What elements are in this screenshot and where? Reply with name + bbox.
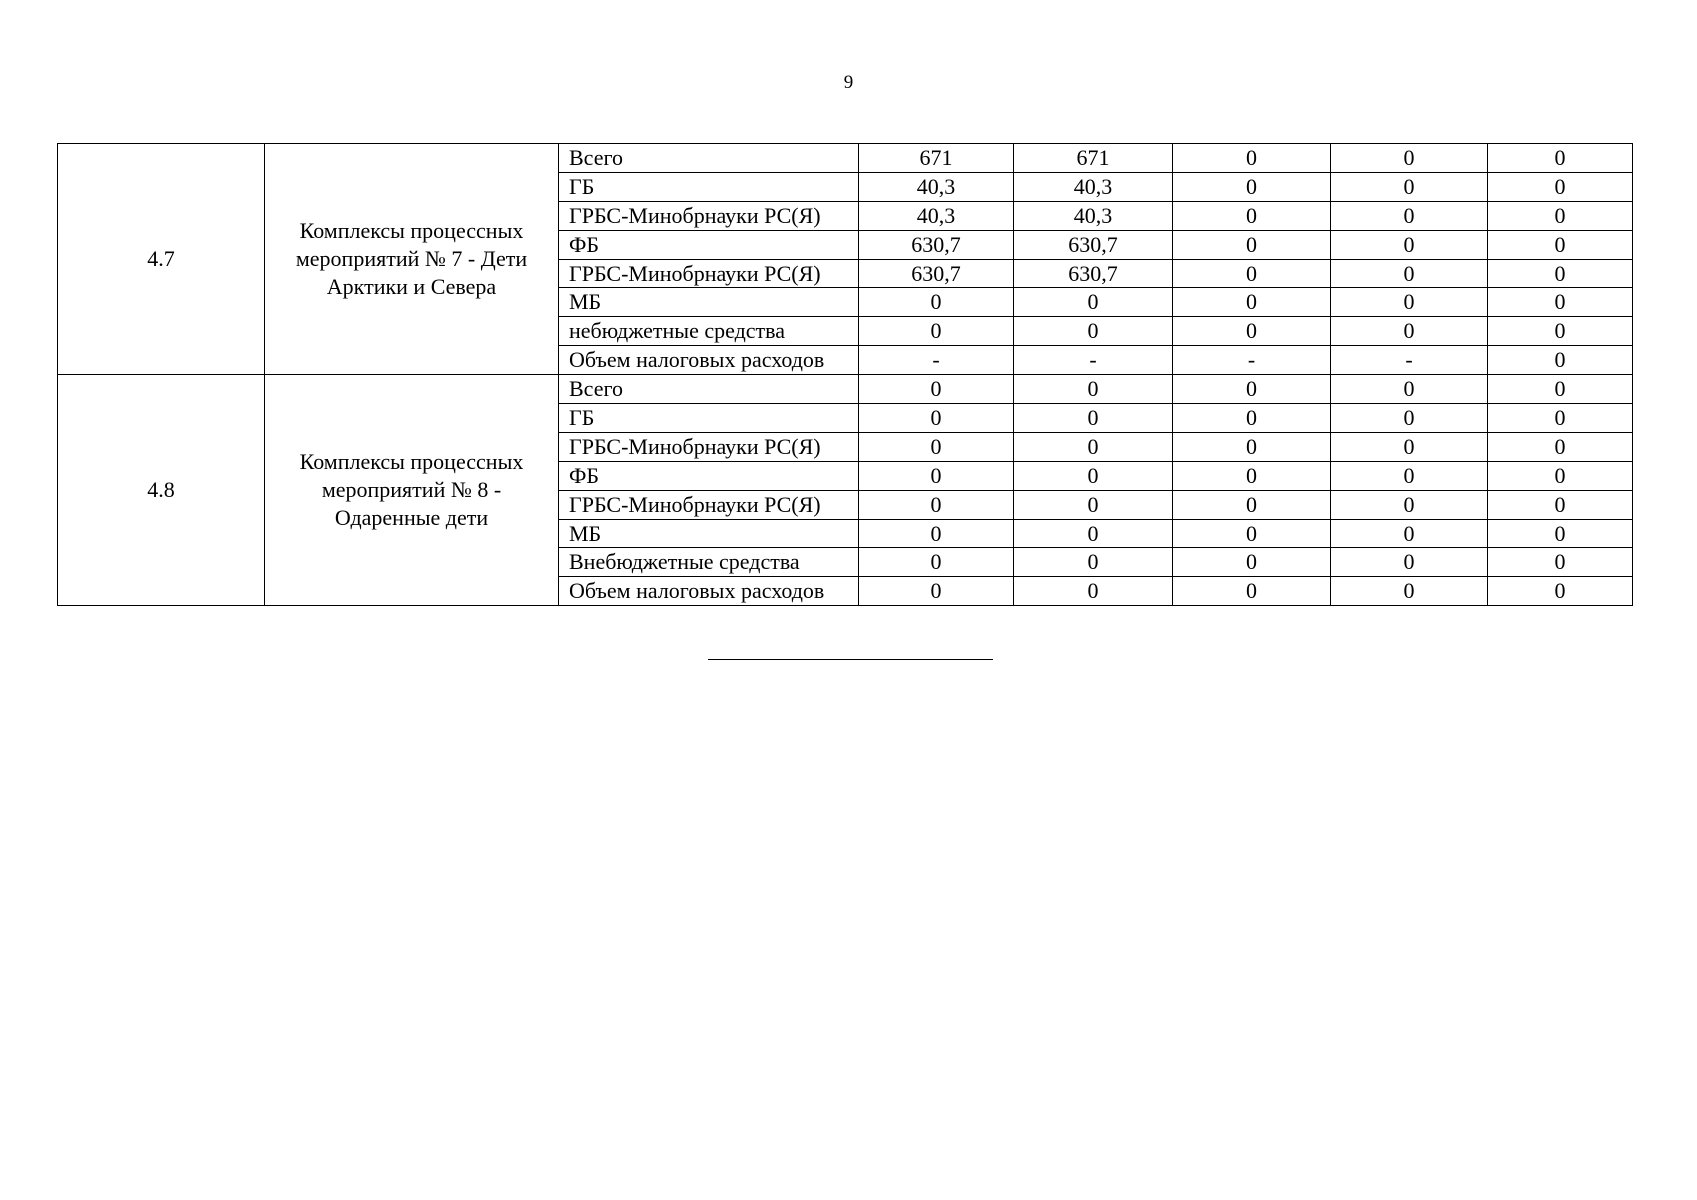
- value-cell: 0: [1014, 317, 1173, 346]
- item-code: 4.8: [58, 375, 265, 606]
- funding-source: ГРБС-Минобрнауки РС(Я): [559, 490, 859, 519]
- value-cell: 0: [859, 577, 1014, 606]
- table-row: [58, 144, 1633, 173]
- value-cell: 0: [1173, 461, 1331, 490]
- value-cell: 0: [1173, 577, 1331, 606]
- item-code: 4.7: [58, 144, 265, 375]
- item-name: Комплексы процессных мероприятий № 8 - Одаренные дети: [265, 375, 559, 606]
- value-cell: 0: [1173, 432, 1331, 461]
- value-cell: 0: [1173, 375, 1331, 404]
- funding-source: Внебюджетные средства: [559, 548, 859, 577]
- value-cell: 40,3: [1014, 201, 1173, 230]
- value-cell: 0: [859, 404, 1014, 433]
- value-cell: 0: [859, 461, 1014, 490]
- end-of-document-rule: [708, 659, 993, 660]
- funding-source: Всего: [559, 144, 859, 173]
- value-cell: 0: [859, 288, 1014, 317]
- funding-source: ФБ: [559, 230, 859, 259]
- table-body: [58, 144, 1633, 606]
- value-cell: 0: [1173, 201, 1331, 230]
- value-cell: 0: [1488, 230, 1633, 259]
- funding-source: ГРБС-Минобрнауки РС(Я): [559, 201, 859, 230]
- value-cell: 0: [1488, 490, 1633, 519]
- value-cell: 0: [1488, 201, 1633, 230]
- value-cell: 671: [1014, 144, 1173, 173]
- value-cell: 0: [1331, 375, 1488, 404]
- value-cell: 0: [1488, 404, 1633, 433]
- value-cell: 0: [1488, 577, 1633, 606]
- value-cell: 0: [1331, 577, 1488, 606]
- value-cell: 0: [859, 519, 1014, 548]
- value-cell: 0: [859, 548, 1014, 577]
- value-cell: 0: [1331, 172, 1488, 201]
- table-row: [58, 375, 1633, 404]
- value-cell: 0: [1173, 548, 1331, 577]
- funding-source: Объем налоговых расходов: [559, 346, 859, 375]
- value-cell: -: [1173, 346, 1331, 375]
- value-cell: 0: [859, 317, 1014, 346]
- value-cell: 0: [1173, 519, 1331, 548]
- value-cell: 0: [1331, 230, 1488, 259]
- value-cell: 0: [1014, 461, 1173, 490]
- page-number: 9: [843, 72, 854, 93]
- value-cell: 0: [1173, 288, 1331, 317]
- value-cell: 0: [1331, 317, 1488, 346]
- budget-table: [57, 143, 1633, 606]
- value-cell: 0: [1014, 519, 1173, 548]
- value-cell: 630,7: [1014, 259, 1173, 288]
- funding-source: МБ: [559, 288, 859, 317]
- value-cell: 0: [1173, 490, 1331, 519]
- value-cell: 0: [1331, 201, 1488, 230]
- value-cell: 0: [1014, 404, 1173, 433]
- value-cell: 0: [1331, 548, 1488, 577]
- value-cell: 0: [1488, 461, 1633, 490]
- value-cell: 0: [1173, 144, 1331, 173]
- value-cell: 0: [1488, 548, 1633, 577]
- value-cell: 0: [1014, 288, 1173, 317]
- value-cell: 0: [1331, 461, 1488, 490]
- value-cell: 0: [1014, 548, 1173, 577]
- value-cell: 0: [1331, 432, 1488, 461]
- value-cell: 0: [1331, 259, 1488, 288]
- value-cell: 0: [1488, 317, 1633, 346]
- value-cell: 0: [1488, 144, 1633, 173]
- value-cell: 0: [1488, 259, 1633, 288]
- value-cell: 630,7: [859, 259, 1014, 288]
- funding-source: ГБ: [559, 404, 859, 433]
- funding-source: МБ: [559, 519, 859, 548]
- value-cell: 0: [1488, 346, 1633, 375]
- value-cell: -: [1331, 346, 1488, 375]
- value-cell: 0: [1014, 432, 1173, 461]
- value-cell: 0: [1331, 490, 1488, 519]
- value-cell: 0: [859, 375, 1014, 404]
- value-cell: 0: [1014, 490, 1173, 519]
- funding-source: Объем налоговых расходов: [559, 577, 859, 606]
- value-cell: 40,3: [859, 201, 1014, 230]
- funding-source: ФБ: [559, 461, 859, 490]
- funding-source: ГБ: [559, 172, 859, 201]
- value-cell: 0: [1331, 144, 1488, 173]
- value-cell: 0: [859, 432, 1014, 461]
- value-cell: -: [859, 346, 1014, 375]
- funding-source: ГРБС-Минобрнауки РС(Я): [559, 259, 859, 288]
- value-cell: 0: [859, 490, 1014, 519]
- value-cell: 0: [1331, 519, 1488, 548]
- value-cell: 0: [1173, 172, 1331, 201]
- value-cell: 0: [1331, 288, 1488, 317]
- value-cell: 40,3: [1014, 172, 1173, 201]
- value-cell: 671: [859, 144, 1014, 173]
- value-cell: 0: [1173, 230, 1331, 259]
- value-cell: 40,3: [859, 172, 1014, 201]
- value-cell: 0: [1488, 172, 1633, 201]
- value-cell: 630,7: [859, 230, 1014, 259]
- value-cell: 0: [1488, 519, 1633, 548]
- value-cell: 0: [1173, 259, 1331, 288]
- value-cell: 0: [1014, 375, 1173, 404]
- value-cell: 0: [1014, 577, 1173, 606]
- funding-source: небюджетные средства: [559, 317, 859, 346]
- value-cell: 0: [1331, 404, 1488, 433]
- funding-source: ГРБС-Минобрнауки РС(Я): [559, 432, 859, 461]
- value-cell: 0: [1488, 288, 1633, 317]
- value-cell: 630,7: [1014, 230, 1173, 259]
- value-cell: 0: [1173, 404, 1331, 433]
- value-cell: 0: [1173, 317, 1331, 346]
- item-name: Комплексы процессных мероприятий № 7 - Дети Арктики и Севера: [265, 144, 559, 375]
- funding-source: Всего: [559, 375, 859, 404]
- value-cell: 0: [1488, 375, 1633, 404]
- value-cell: -: [1014, 346, 1173, 375]
- value-cell: 0: [1488, 432, 1633, 461]
